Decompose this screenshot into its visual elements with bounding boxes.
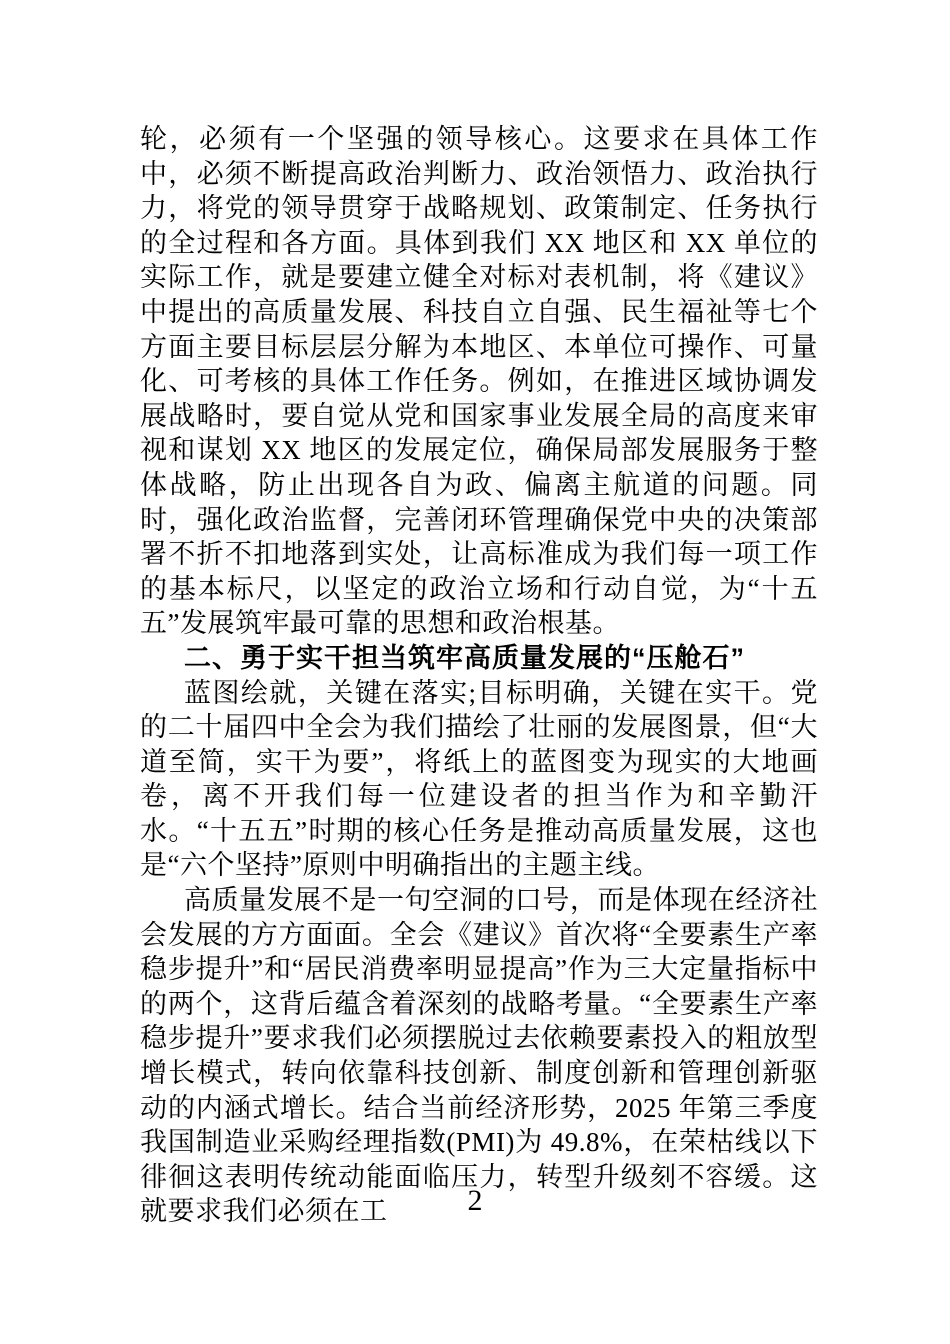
paragraph-blueprint-implementation: 蓝图绘就，关键在落实;目标明确，关键在实干。党的二十届四中全会为我们描绘了壮丽的发展图景，但“大道至简，实干为要”，将纸上的蓝图变为现实的大地画卷，离不开我们每一位建设者的担当作为和辛勤汗水。“十五五”时期的核心任务是推动高质量发展，这也是“六个坚持”原则中明确指出的主题主线。 (140, 677, 818, 881)
paragraph-political-foundation: 轮，必须有一个坚强的领导核心。这要求在具体工作中，必须不断提高政治判断力、政治领悟力、政治执行力，将党的领导贯穿于战略规划、政策制定、任务执行的全过程和各方面。具体到我们 XX 地区和 XX 单位的实际工作，就是要建立健全对标对表机制，将《建议》中提出的高质量发展、科技自立自强、民生福祉等七个方面主要目标层层分解为本地区、本单位可操作、可量化、可考核的具体工作任务。例如，在推进区域协调发展战略时，要自觉从党和国家事业发展全局的高度来审视和谋划 XX 地区的发展定位，确保局部发展服务于整体战略，防止出现各自为政、偏离主航道的问题。同时，强化政治监督，完善闭环管理确保党中央的决策部署不折不扣地落到实处，让高标准成为我们每一项工作的基本标尺，以坚定的政治立场和行动自觉，为“十五五”发展筑牢最可靠的思想和政治根基。 (140, 124, 818, 639)
section-heading-ballast-stone: 二、勇于实干担当筑牢高质量发展的“压舱石” (184, 642, 745, 673)
paragraph-high-quality-development: 高质量发展不是一句空洞的口号，而是体现在经济社会发展的方方面面。全会《建议》首次将“全要素生产率稳步提升”和“居民消费率明显提高”作为三大定量指标中的两个，这背后蕴含着深刻的战略考量。“全要素生产率稳步提升”要求我们必须摆脱过去依赖要素投入的粗放型增长模式，转向依靠科技创新、制度创新和管理创新驱动的内涵式增长。结合当前经济形势，2025 年第三季度我国制造业采购经理指数(PMI)为 49.8%，在荣枯线以下徘徊这表明传统动能面临压力，转型升级刻不容缓。这就要求我们必须在工 (140, 885, 818, 1227)
page-number: 2 (467, 1184, 483, 1217)
document-body (140, 122, 818, 1229)
